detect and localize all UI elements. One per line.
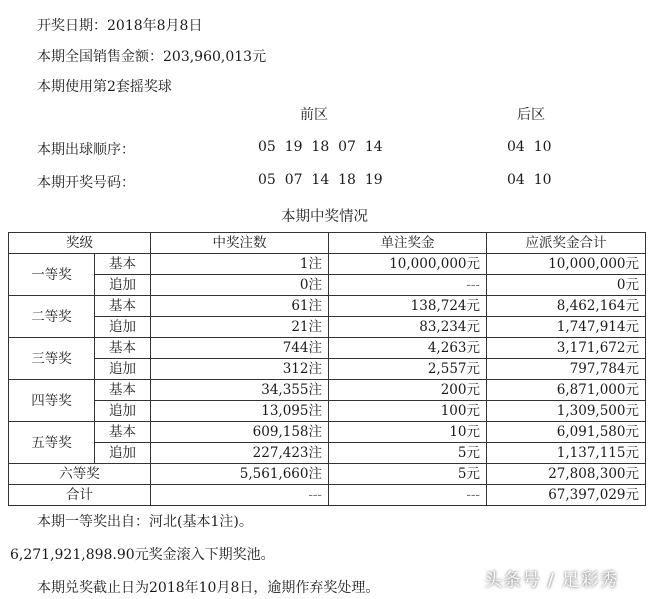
draw-date: 开奖日期：2018年8月8日 <box>37 18 203 34</box>
unit-prize: --- <box>329 275 487 296</box>
bet-type: 基本 <box>95 422 151 443</box>
winners-count: 744注 <box>151 338 329 359</box>
bet-type: 基本 <box>95 380 151 401</box>
unit-prize: 4,263元 <box>329 338 487 359</box>
table-row <box>9 422 646 443</box>
sales-amount: 本期全国销售金额：203,960,013元 <box>37 49 267 65</box>
draw-order-front: 05 19 18 07 14 <box>258 139 383 155</box>
rollover-amount: 6,271,921,898.90元奖金滚入下期奖池。 <box>10 547 275 563</box>
unit-prize: 138,724元 <box>329 296 487 317</box>
row-total: 27,808,300元 <box>487 464 646 485</box>
unit-prize: 200元 <box>329 380 487 401</box>
winning-numbers-front: 05 07 14 18 19 <box>258 172 383 188</box>
header-prize: 单注奖金 <box>329 233 487 254</box>
bet-type: 基本 <box>95 254 151 275</box>
winners-count: 609,158注 <box>151 422 329 443</box>
draw-order-label: 本期出球顺序： <box>37 142 135 158</box>
bet-type: 追加 <box>95 317 151 338</box>
unit-prize: 2,557元 <box>329 359 487 380</box>
table-row <box>9 443 646 464</box>
winners-count: 0注 <box>151 275 329 296</box>
winning-numbers-label: 本期开奖号码： <box>37 175 135 191</box>
total-winners: --- <box>151 485 329 506</box>
table-row <box>9 254 646 275</box>
watermark: 头条号 / 足彩秀 <box>484 570 619 591</box>
prize-level: 四等奖 <box>9 380 95 422</box>
table-row-total <box>9 485 646 506</box>
total-prize: 6,871,000元 <box>487 380 646 401</box>
prize-level: 二等奖 <box>9 296 95 338</box>
claim-deadline: 本期兑奖截止日为2018年10月8日，逾期作弃奖处理。 <box>37 580 380 596</box>
unit-prize: 10元 <box>329 422 487 443</box>
row-prize: 5元 <box>329 464 487 485</box>
prize-level: 三等奖 <box>9 338 95 380</box>
bet-type: 追加 <box>95 275 151 296</box>
table-row-sixth <box>9 464 646 485</box>
winners-count: 227,423注 <box>151 443 329 464</box>
bet-type: 追加 <box>95 359 151 380</box>
table-row <box>9 380 646 401</box>
bet-type: 追加 <box>95 401 151 422</box>
total-prize: 1,747,914元 <box>487 317 646 338</box>
prize-level: 五等奖 <box>9 422 95 464</box>
winners-count: 1注 <box>151 254 329 275</box>
table-row <box>9 275 646 296</box>
unit-prize: 5元 <box>329 443 487 464</box>
header-level: 奖级 <box>9 233 151 254</box>
total-prize: 3,171,672元 <box>487 338 646 359</box>
header-winners: 中奖注数 <box>151 233 329 254</box>
row-level: 六等奖 <box>9 464 151 485</box>
total-label: 合计 <box>9 485 151 506</box>
unit-prize: 83,234元 <box>329 317 487 338</box>
bet-type: 追加 <box>95 443 151 464</box>
back-zone-label: 后区 <box>517 107 545 123</box>
row-winners: 5,561,660注 <box>151 464 329 485</box>
winners-count: 21注 <box>151 317 329 338</box>
bet-type: 基本 <box>95 338 151 359</box>
prize-level: 一等奖 <box>9 254 95 296</box>
total-prize: 8,462,164元 <box>487 296 646 317</box>
table-row <box>9 296 646 317</box>
table-header-row <box>9 233 646 254</box>
first-prize-origin: 本期一等奖出自：河北(基本1注)。 <box>37 514 253 530</box>
table-row <box>9 317 646 338</box>
unit-prize: 10,000,000元 <box>329 254 487 275</box>
front-zone-label: 前区 <box>300 107 328 123</box>
table-row <box>9 338 646 359</box>
ball-set: 本期使用第2套摇奖球 <box>37 79 172 95</box>
total-prize: 1,137,115元 <box>487 443 646 464</box>
total-prize: 1,309,500元 <box>487 401 646 422</box>
winners-count: 13,095注 <box>151 401 329 422</box>
unit-prize: 100元 <box>329 401 487 422</box>
total-prize: 0元 <box>487 275 646 296</box>
prize-table <box>8 232 646 506</box>
winners-count: 312注 <box>151 359 329 380</box>
total-amount: 67,397,029元 <box>487 485 646 506</box>
winning-numbers-back: 04 10 <box>507 172 552 188</box>
total-prize: 6,091,580元 <box>487 422 646 443</box>
header-total: 应派奖金合计 <box>487 233 646 254</box>
table-title: 本期中奖情况 <box>281 209 368 225</box>
bet-type: 基本 <box>95 296 151 317</box>
total-prize: 797,784元 <box>487 359 646 380</box>
total-prize: --- <box>329 485 487 506</box>
total-prize: 10,000,000元 <box>487 254 646 275</box>
draw-order-back: 04 10 <box>507 139 552 155</box>
winners-count: 34,355注 <box>151 380 329 401</box>
table-row <box>9 359 646 380</box>
winners-count: 61注 <box>151 296 329 317</box>
table-row <box>9 401 646 422</box>
